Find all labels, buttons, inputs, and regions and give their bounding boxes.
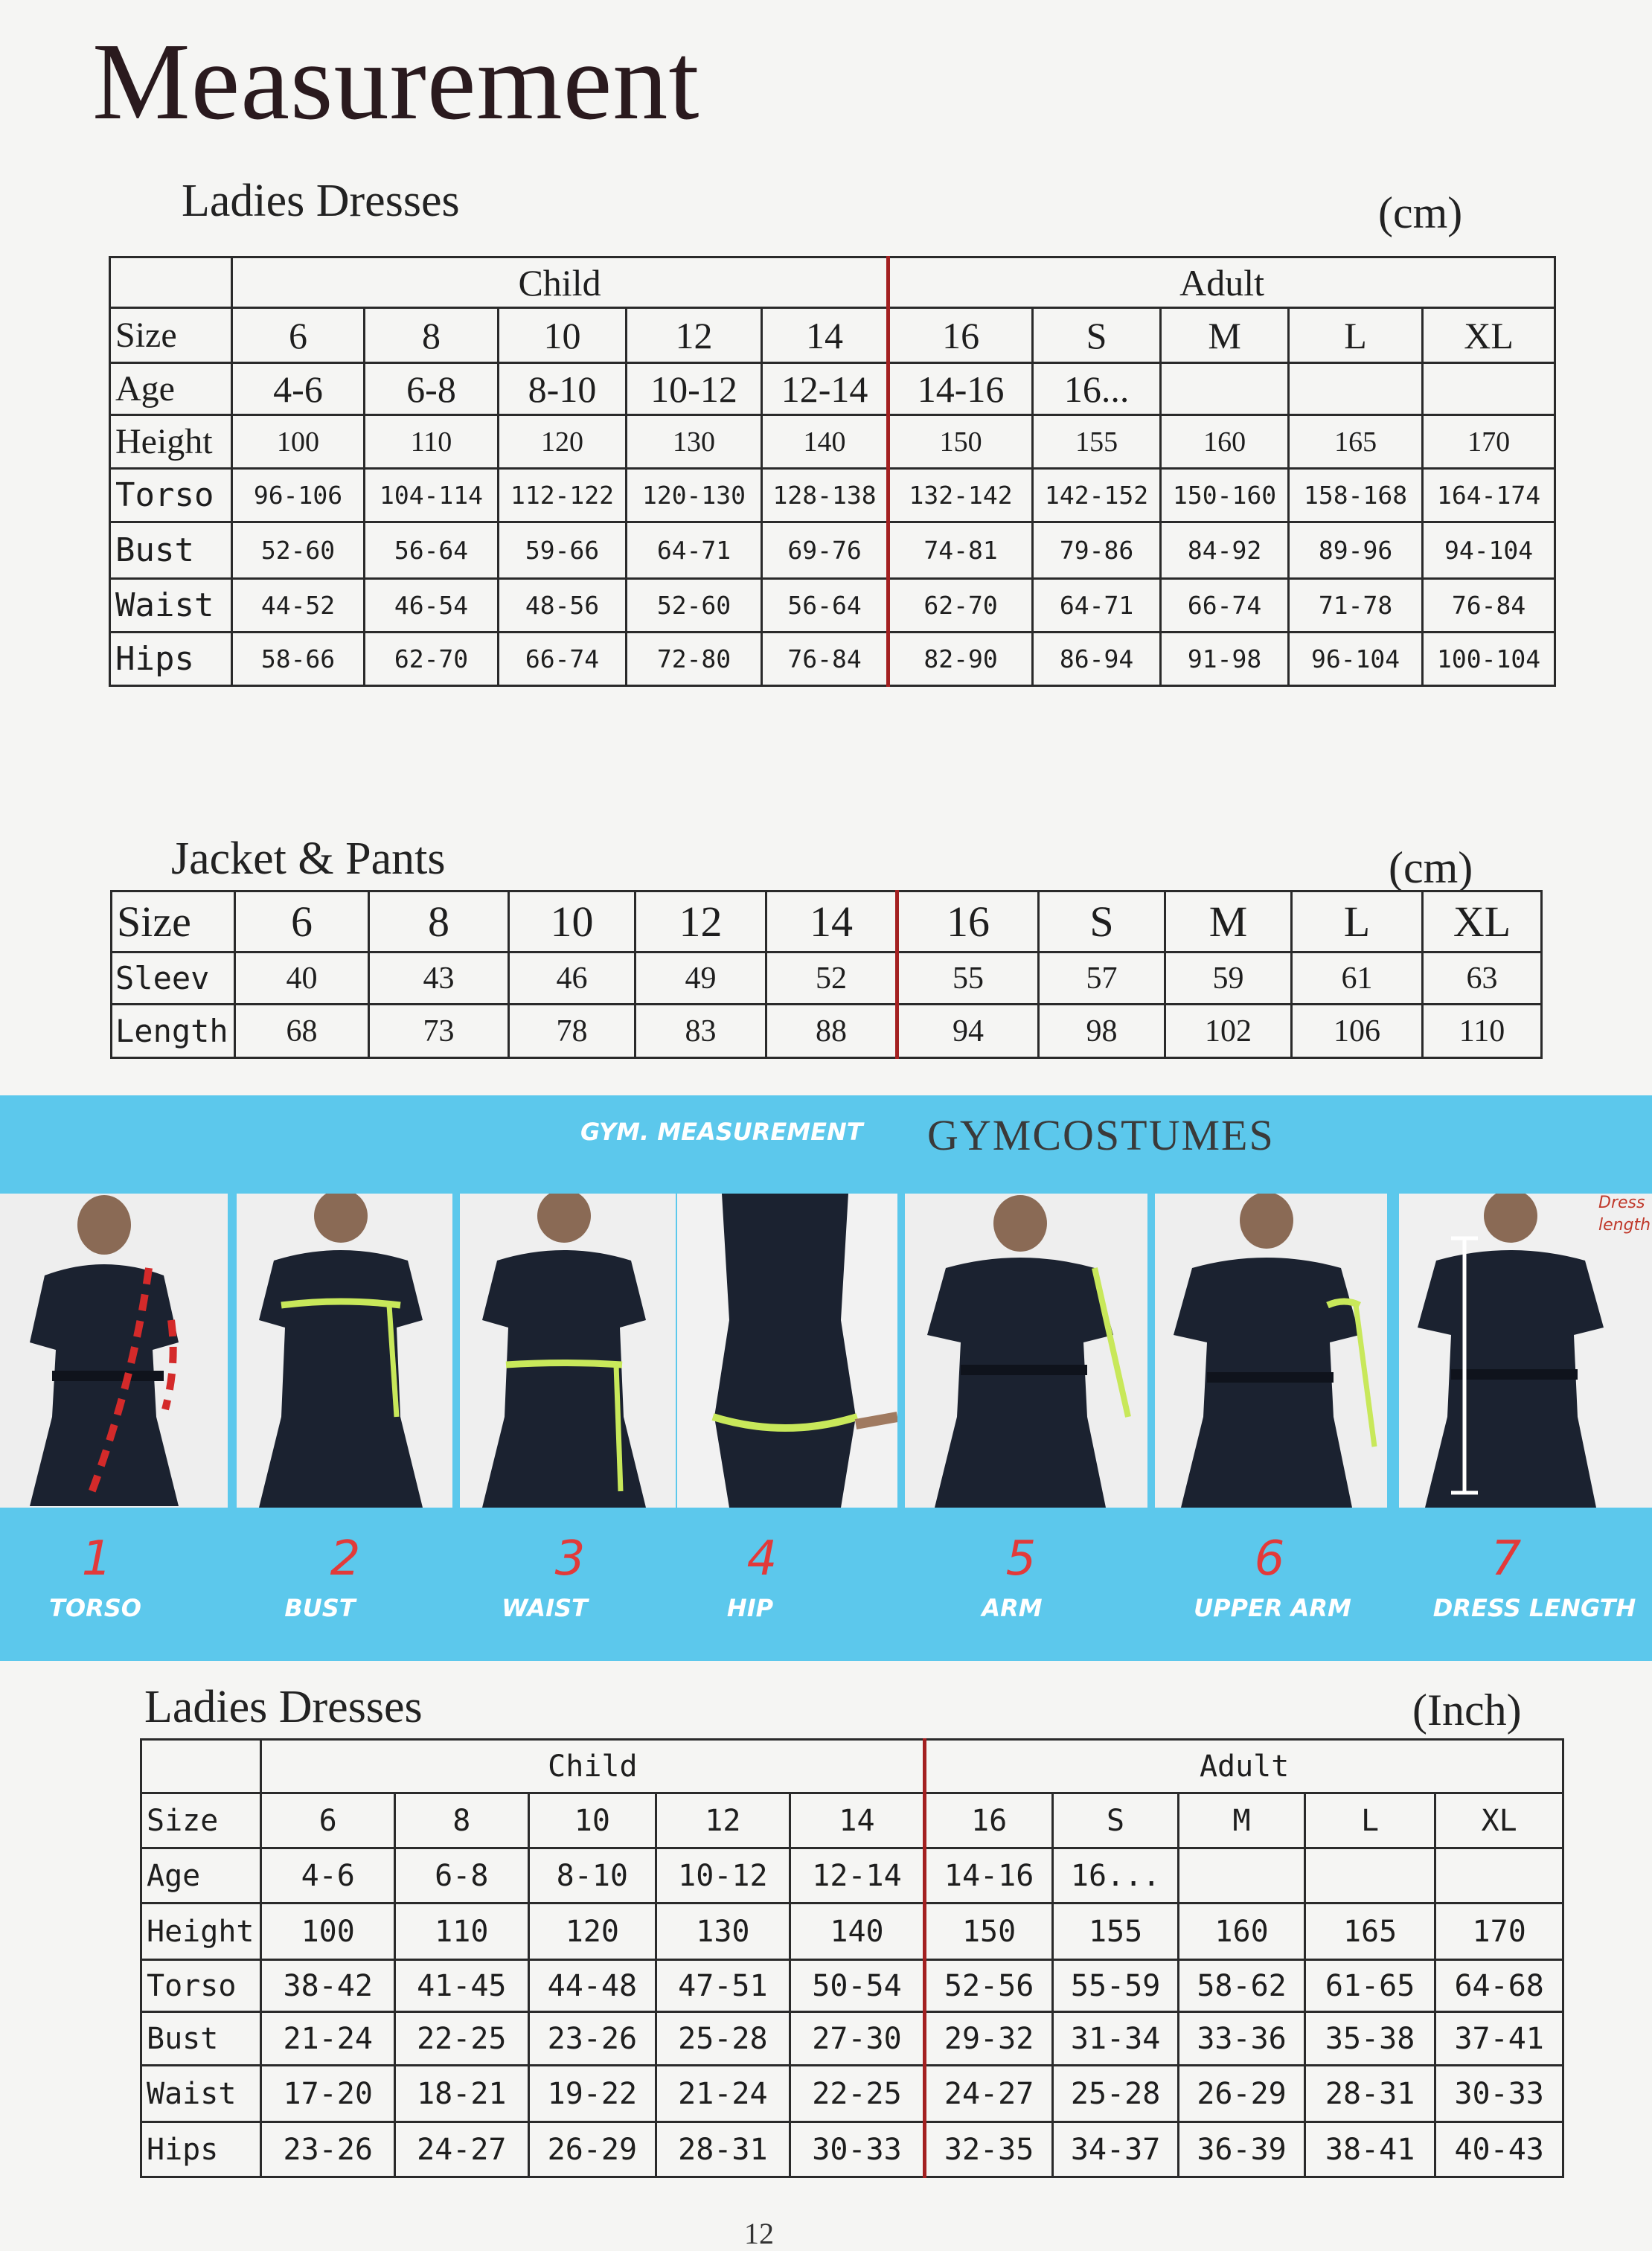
age-cell [1423, 363, 1555, 415]
length-cell: 68 [235, 1005, 369, 1058]
torso-cell: 96-106 [232, 469, 365, 522]
age-cell: 14-16 [925, 1848, 1053, 1903]
step-label-waist: WAIST [502, 1594, 588, 1622]
row-label-age: Age [110, 363, 232, 415]
row-label-size: Size [112, 891, 235, 952]
torso-cell: 158-168 [1289, 469, 1423, 522]
bust-cell: 22-25 [395, 2012, 529, 2066]
size-cell: 12 [656, 1793, 790, 1848]
length-cell: 110 [1423, 1005, 1542, 1058]
size-cell: 6 [235, 891, 369, 952]
waist-cell: 18-21 [395, 2066, 529, 2122]
age-cell: 14-16 [889, 363, 1033, 415]
waist-cell: 46-54 [365, 579, 499, 633]
row-label-waist: Waist [141, 2066, 261, 2122]
height-cell: 140 [762, 415, 889, 469]
age-cell: 8-10 [528, 1848, 656, 1903]
dresses-inch-unit: (Inch) [1412, 1685, 1522, 1735]
page-title: Measurement [92, 21, 700, 143]
waist-cell: 56-64 [762, 579, 889, 633]
size-cell: 14 [790, 1793, 925, 1848]
bust-cell: 94-104 [1423, 522, 1555, 579]
length-cell: 98 [1039, 1005, 1165, 1058]
size-cell: M [1161, 308, 1289, 363]
height-cell: 155 [1033, 415, 1161, 469]
row-label-sleeve: Sleev [112, 952, 235, 1005]
bust-cell: 25-28 [656, 2012, 790, 2066]
waist-cell: 48-56 [499, 579, 627, 633]
size-cell: L [1304, 1793, 1435, 1848]
bust-cell: 29-32 [925, 2012, 1053, 2066]
size-cell: L [1289, 308, 1423, 363]
hips-cell: 40-43 [1435, 2122, 1563, 2177]
size-cell: M [1179, 1793, 1304, 1848]
size-cell: 8 [369, 891, 509, 952]
age-cell [1161, 363, 1289, 415]
height-cell: 150 [889, 415, 1033, 469]
row-label-age: Age [141, 1848, 261, 1903]
hips-cell: 36-39 [1179, 2122, 1304, 2177]
photo-upper-arm [1155, 1194, 1387, 1508]
bust-cell: 33-36 [1179, 2012, 1304, 2066]
length-cell: 88 [766, 1005, 897, 1058]
sleeve-cell: 61 [1292, 952, 1423, 1005]
row-label-waist: Waist [110, 579, 232, 633]
height-cell: 110 [395, 1903, 529, 1960]
waist-cell: 28-31 [1304, 2066, 1435, 2122]
figure-torso-illustration [0, 1194, 228, 1508]
figure-hip-illustration [677, 1194, 897, 1508]
size-cell: S [1039, 891, 1165, 952]
hips-cell: 76-84 [762, 633, 889, 686]
waist-cell: 24-27 [925, 2066, 1053, 2122]
torso-cell: 64-68 [1435, 1960, 1563, 2012]
torso-cell: 50-54 [790, 1960, 925, 2012]
step-label-bust: BUST [284, 1594, 356, 1622]
size-cell: 10 [528, 1793, 656, 1848]
waist-cell: 71-78 [1289, 579, 1423, 633]
height-cell: 165 [1304, 1903, 1435, 1960]
height-cell: 130 [656, 1903, 790, 1960]
bust-cell: 52-60 [232, 522, 365, 579]
figure-bust-illustration [237, 1194, 452, 1508]
step-label-torso: TORSO [49, 1594, 141, 1622]
waist-cell: 17-20 [261, 2066, 395, 2122]
torso-cell: 61-65 [1304, 1960, 1435, 2012]
step-number: 2 [330, 1531, 361, 1586]
row-label-size: Size [110, 308, 232, 363]
dresses-cm-heading: Ladies Dresses [182, 176, 460, 226]
brand-name: GYMCOSTUMES [927, 1111, 1275, 1159]
step-number: 7 [1491, 1531, 1522, 1586]
hips-cell: 34-37 [1052, 2122, 1178, 2177]
age-cell: 4-6 [261, 1848, 395, 1903]
row-label-hips: Hips [110, 633, 232, 686]
photo-waist [460, 1194, 676, 1508]
size-cell: 8 [395, 1793, 529, 1848]
waist-cell: 19-22 [528, 2066, 656, 2122]
step-number: 1 [81, 1531, 112, 1586]
size-cell: 16 [897, 891, 1039, 952]
size-cell: 10 [509, 891, 635, 952]
size-cell: 14 [766, 891, 897, 952]
dresses-cm-unit: (cm) [1378, 188, 1463, 237]
hips-cell: 72-80 [627, 633, 762, 686]
sleeve-cell: 49 [635, 952, 766, 1005]
length-cell: 106 [1292, 1005, 1423, 1058]
torso-cell: 104-114 [365, 469, 499, 522]
height-cell: 160 [1179, 1903, 1304, 1960]
waist-cell: 30-33 [1435, 2066, 1563, 2122]
jacket-cm-unit: (cm) [1389, 843, 1473, 892]
figure-waist-illustration [460, 1194, 676, 1508]
height-cell: 110 [365, 415, 499, 469]
bust-cell: 35-38 [1304, 2012, 1435, 2066]
size-cell: XL [1435, 1793, 1563, 1848]
photo-arm [905, 1194, 1147, 1508]
hips-cell: 38-41 [1304, 2122, 1435, 2177]
age-cell: 6-8 [365, 363, 499, 415]
age-cell [1435, 1848, 1563, 1903]
row-label-torso: Torso [110, 469, 232, 522]
height-cell: 170 [1423, 415, 1555, 469]
waist-cell: 22-25 [790, 2066, 925, 2122]
bust-cell: 59-66 [499, 522, 627, 579]
sleeve-cell: 52 [766, 952, 897, 1005]
torso-cell: 164-174 [1423, 469, 1555, 522]
size-cell: 12 [635, 891, 766, 952]
hips-cell: 23-26 [261, 2122, 395, 2177]
torso-cell: 120-130 [627, 469, 762, 522]
sleeve-cell: 40 [235, 952, 369, 1005]
hips-cell: 58-66 [232, 633, 365, 686]
bust-cell: 31-34 [1052, 2012, 1178, 2066]
group-child: Child [261, 1740, 925, 1793]
step-label-dress-length: DRESS LENGTH [1432, 1594, 1636, 1622]
jacket-cm-table [110, 890, 1543, 1059]
torso-cell: 41-45 [395, 1960, 529, 2012]
length-cell: 102 [1165, 1005, 1292, 1058]
bust-cell: 74-81 [889, 522, 1033, 579]
bust-cell: 79-86 [1033, 522, 1161, 579]
dresses-inch-table [140, 1738, 1564, 2178]
length-cell: 73 [369, 1005, 509, 1058]
size-cell: 10 [499, 308, 627, 363]
hips-cell: 66-74 [499, 633, 627, 686]
waist-cell: 76-84 [1423, 579, 1555, 633]
height-cell: 155 [1052, 1903, 1178, 1960]
step-label-arm: ARM [982, 1594, 1043, 1622]
dresses-cm-table [109, 256, 1556, 687]
waist-cell: 52-60 [627, 579, 762, 633]
age-cell [1289, 363, 1423, 415]
height-cell: 160 [1161, 415, 1289, 469]
torso-cell: 132-142 [889, 469, 1033, 522]
size-cell: 6 [232, 308, 365, 363]
hips-cell: 28-31 [656, 2122, 790, 2177]
sleeve-cell: 43 [369, 952, 509, 1005]
dress-length-note [1598, 1192, 1651, 1237]
age-cell: 16... [1033, 363, 1161, 415]
torso-cell: 47-51 [656, 1960, 790, 2012]
gym-heading: GYM. MEASUREMENT [580, 1118, 863, 1146]
figure-arm-illustration [905, 1194, 1147, 1508]
sleeve-cell: 57 [1039, 952, 1165, 1005]
hips-cell: 24-27 [395, 2122, 529, 2177]
height-cell: 165 [1289, 415, 1423, 469]
height-cell: 120 [499, 415, 627, 469]
waist-cell: 62-70 [889, 579, 1033, 633]
age-cell [1179, 1848, 1304, 1903]
waist-cell: 25-28 [1052, 2066, 1178, 2122]
waist-cell: 21-24 [656, 2066, 790, 2122]
length-cell: 94 [897, 1005, 1039, 1058]
corner-cell [141, 1740, 261, 1793]
torso-cell: 150-160 [1161, 469, 1289, 522]
bust-cell: 27-30 [790, 2012, 925, 2066]
size-cell: 14 [762, 308, 889, 363]
torso-cell: 142-152 [1033, 469, 1161, 522]
size-cell: XL [1423, 308, 1555, 363]
hips-cell: 32-35 [925, 2122, 1053, 2177]
bust-cell: 56-64 [365, 522, 499, 579]
height-cell: 170 [1435, 1903, 1563, 1960]
sleeve-cell: 63 [1423, 952, 1542, 1005]
hips-cell: 86-94 [1033, 633, 1161, 686]
size-cell: L [1292, 891, 1423, 952]
hips-cell: 96-104 [1289, 633, 1423, 686]
size-cell: 16 [889, 308, 1033, 363]
length-cell: 78 [509, 1005, 635, 1058]
photo-dress-length [1399, 1194, 1652, 1508]
height-cell: 140 [790, 1903, 925, 1960]
age-cell: 6-8 [395, 1848, 529, 1903]
bust-cell: 37-41 [1435, 2012, 1563, 2066]
torso-cell: 128-138 [762, 469, 889, 522]
group-adult: Adult [889, 257, 1555, 308]
torso-cell: 38-42 [261, 1960, 395, 2012]
row-label-hips: Hips [141, 2122, 261, 2177]
row-label-size: Size [141, 1793, 261, 1848]
size-cell: M [1165, 891, 1292, 952]
hips-cell: 91-98 [1161, 633, 1289, 686]
bust-cell: 21-24 [261, 2012, 395, 2066]
waist-cell: 44-52 [232, 579, 365, 633]
group-adult: Adult [925, 1740, 1563, 1793]
photo-torso [0, 1194, 228, 1508]
bust-cell: 23-26 [528, 2012, 656, 2066]
age-cell: 16... [1052, 1848, 1178, 1903]
photo-bust [237, 1194, 452, 1508]
bust-cell: 69-76 [762, 522, 889, 579]
height-cell: 100 [232, 415, 365, 469]
sleeve-cell: 46 [509, 952, 635, 1005]
dress-length-note-line2: length [1598, 1216, 1651, 1235]
age-cell: 4-6 [232, 363, 365, 415]
hips-cell: 100-104 [1423, 633, 1555, 686]
row-label-bust: Bust [141, 2012, 261, 2066]
size-cell: XL [1423, 891, 1542, 952]
hips-cell: 62-70 [365, 633, 499, 686]
waist-cell: 26-29 [1179, 2066, 1304, 2122]
row-label-torso: Torso [141, 1960, 261, 2012]
row-label-height: Height [141, 1903, 261, 1960]
size-cell: 16 [925, 1793, 1053, 1848]
age-cell: 8-10 [499, 363, 627, 415]
size-cell: 6 [261, 1793, 395, 1848]
torso-cell: 52-56 [925, 1960, 1053, 2012]
waist-cell: 66-74 [1161, 579, 1289, 633]
size-cell: 12 [627, 308, 762, 363]
hips-cell: 82-90 [889, 633, 1033, 686]
height-cell: 100 [261, 1903, 395, 1960]
hips-cell: 26-29 [528, 2122, 656, 2177]
hips-cell: 30-33 [790, 2122, 925, 2177]
age-cell: 12-14 [762, 363, 889, 415]
figure-dress-length-illustration [1399, 1194, 1652, 1508]
size-cell: 8 [365, 308, 499, 363]
torso-cell: 58-62 [1179, 1960, 1304, 2012]
step-number: 5 [1005, 1531, 1037, 1586]
bust-cell: 64-71 [627, 522, 762, 579]
dresses-inch-heading: Ladies Dresses [144, 1682, 423, 1732]
age-cell: 12-14 [790, 1848, 925, 1903]
length-cell: 83 [635, 1005, 766, 1058]
figure-upper-arm-illustration [1155, 1194, 1387, 1508]
page-number: 12 [744, 2217, 774, 2250]
torso-cell: 55-59 [1052, 1960, 1178, 2012]
age-cell: 10-12 [627, 363, 762, 415]
photo-hip [677, 1194, 897, 1508]
dress-length-note-line1: Dress [1598, 1194, 1645, 1212]
sleeve-cell: 55 [897, 952, 1039, 1005]
sleeve-cell: 59 [1165, 952, 1292, 1005]
size-cell: S [1052, 1793, 1178, 1848]
height-cell: 150 [925, 1903, 1053, 1960]
torso-cell: 44-48 [528, 1960, 656, 2012]
height-cell: 130 [627, 415, 762, 469]
torso-cell: 112-122 [499, 469, 627, 522]
size-cell: S [1033, 308, 1161, 363]
step-number: 3 [554, 1531, 586, 1586]
step-number: 4 [746, 1531, 778, 1586]
group-child: Child [232, 257, 889, 308]
age-cell [1304, 1848, 1435, 1903]
step-number: 6 [1254, 1531, 1285, 1586]
waist-cell: 64-71 [1033, 579, 1161, 633]
step-label-hip: HIP [726, 1594, 774, 1622]
row-label-length: Length [112, 1005, 235, 1058]
row-label-bust: Bust [110, 522, 232, 579]
corner-cell [110, 257, 232, 308]
height-cell: 120 [528, 1903, 656, 1960]
step-label-upper-arm: UPPER ARM [1194, 1594, 1351, 1622]
row-label-height: Height [110, 415, 232, 469]
age-cell: 10-12 [656, 1848, 790, 1903]
jacket-cm-heading: Jacket & Pants [171, 833, 446, 884]
bust-cell: 89-96 [1289, 522, 1423, 579]
bust-cell: 84-92 [1161, 522, 1289, 579]
